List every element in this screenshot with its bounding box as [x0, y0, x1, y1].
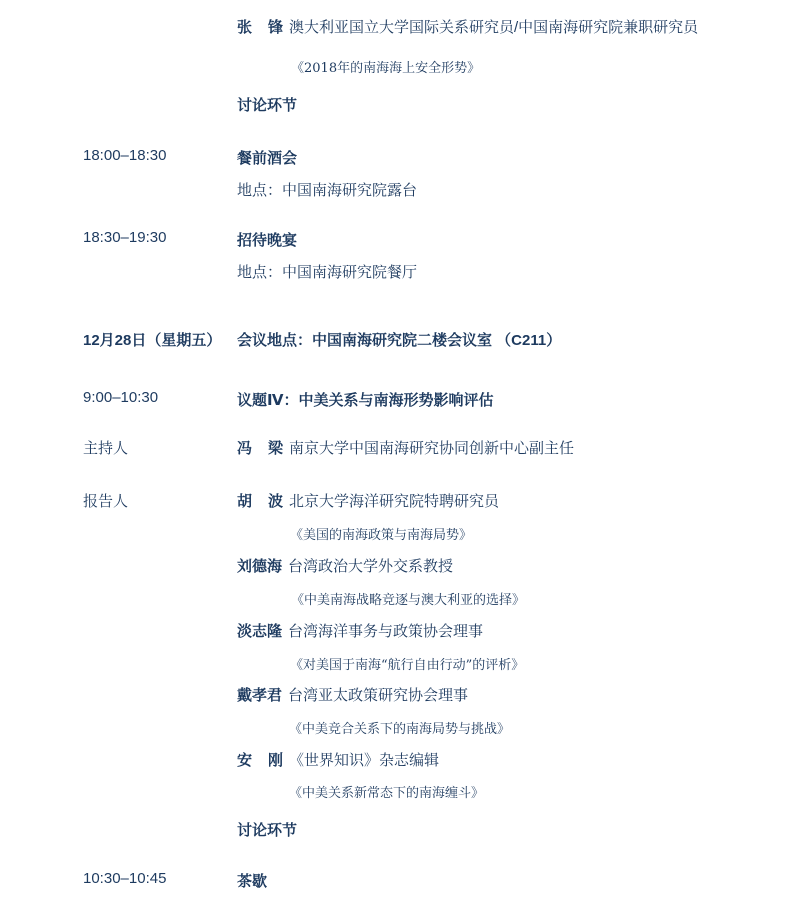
banquet-location: 地点：中国南海研究院餐厅 — [237, 264, 418, 281]
reception-title: 餐前酒会 — [237, 150, 298, 167]
speaker-name: 张 锋 — [237, 19, 283, 36]
speaker-name: 刘德海 — [237, 558, 283, 575]
discussion-label: 讨论环节 — [237, 97, 298, 114]
tea-break-title: 茶歇 — [237, 873, 268, 890]
speaker-topic: 《中美南海战略竞逐与澳大利亚的选择》 — [291, 593, 526, 608]
discussion-label: 讨论环节 — [237, 822, 298, 839]
speaker-affiliation: 台湾亚太政策研究协会理事 — [288, 687, 469, 704]
speaker-name: 胡 波 — [237, 493, 283, 510]
host-entry — [237, 437, 574, 458]
speaker-affiliation: 台湾政治大学外交系教授 — [288, 558, 454, 575]
host-name: 冯 梁 — [237, 440, 283, 457]
speaker-topic: 《美国的南海政策与南海局势》 — [290, 528, 473, 543]
speaker-topic: 《中美关系新常态下的南海缠斗》 — [289, 786, 485, 801]
speaker-entry — [237, 749, 439, 770]
speakers-label: 报告人 — [83, 493, 129, 510]
speaker-affiliation: 北京大学海洋研究院特聘研究员 — [289, 493, 500, 510]
speaker-name: 淡志隆 — [237, 623, 283, 640]
speaker-entry — [237, 620, 483, 641]
speaker-entry — [237, 684, 468, 705]
banquet-time: 18:30–19:30 — [83, 229, 167, 246]
reception-location: 地点：中国南海研究院露台 — [237, 182, 418, 199]
banquet-title: 招待晚宴 — [237, 232, 298, 249]
tea-break-time: 10:30–10:45 — [83, 870, 167, 887]
speaker-affiliation: 《世界知识》杂志编辑 — [289, 752, 440, 769]
speaker-entry — [237, 555, 453, 576]
speaker-name: 安 刚 — [237, 752, 283, 769]
reception-time: 18:00–18:30 — [83, 147, 167, 164]
speaker-topic: 《2018年的南海海上安全形势》 — [291, 61, 481, 76]
host-label: 主持人 — [83, 440, 129, 457]
day-date: 12月28日（星期五） — [83, 332, 222, 349]
day-venue: 会议地点：中国南海研究院二楼会议室 （C211） — [237, 332, 562, 349]
host-affiliation: 南京大学中国南海研究协同创新中心副主任 — [289, 440, 575, 457]
speaker-affiliation: 台湾海洋事务与政策协会理事 — [288, 623, 484, 640]
speaker-topic: 《对美国于南海“航行自由行动”的评析》 — [290, 658, 525, 673]
session-title: 议题Ⅳ：中美关系与南海形势影响评估 — [237, 392, 494, 409]
speaker-topic: 《中美竞合关系下的南海局势与挑战》 — [289, 722, 511, 737]
session-time: 9:00–10:30 — [83, 389, 159, 406]
speaker-affiliation: 澳大利亚国立大学国际关系研究员/中国南海研究院兼职研究员 — [289, 19, 699, 36]
speaker-entry — [237, 490, 499, 511]
speaker-entry — [237, 16, 698, 37]
speaker-name: 戴孝君 — [237, 687, 283, 704]
